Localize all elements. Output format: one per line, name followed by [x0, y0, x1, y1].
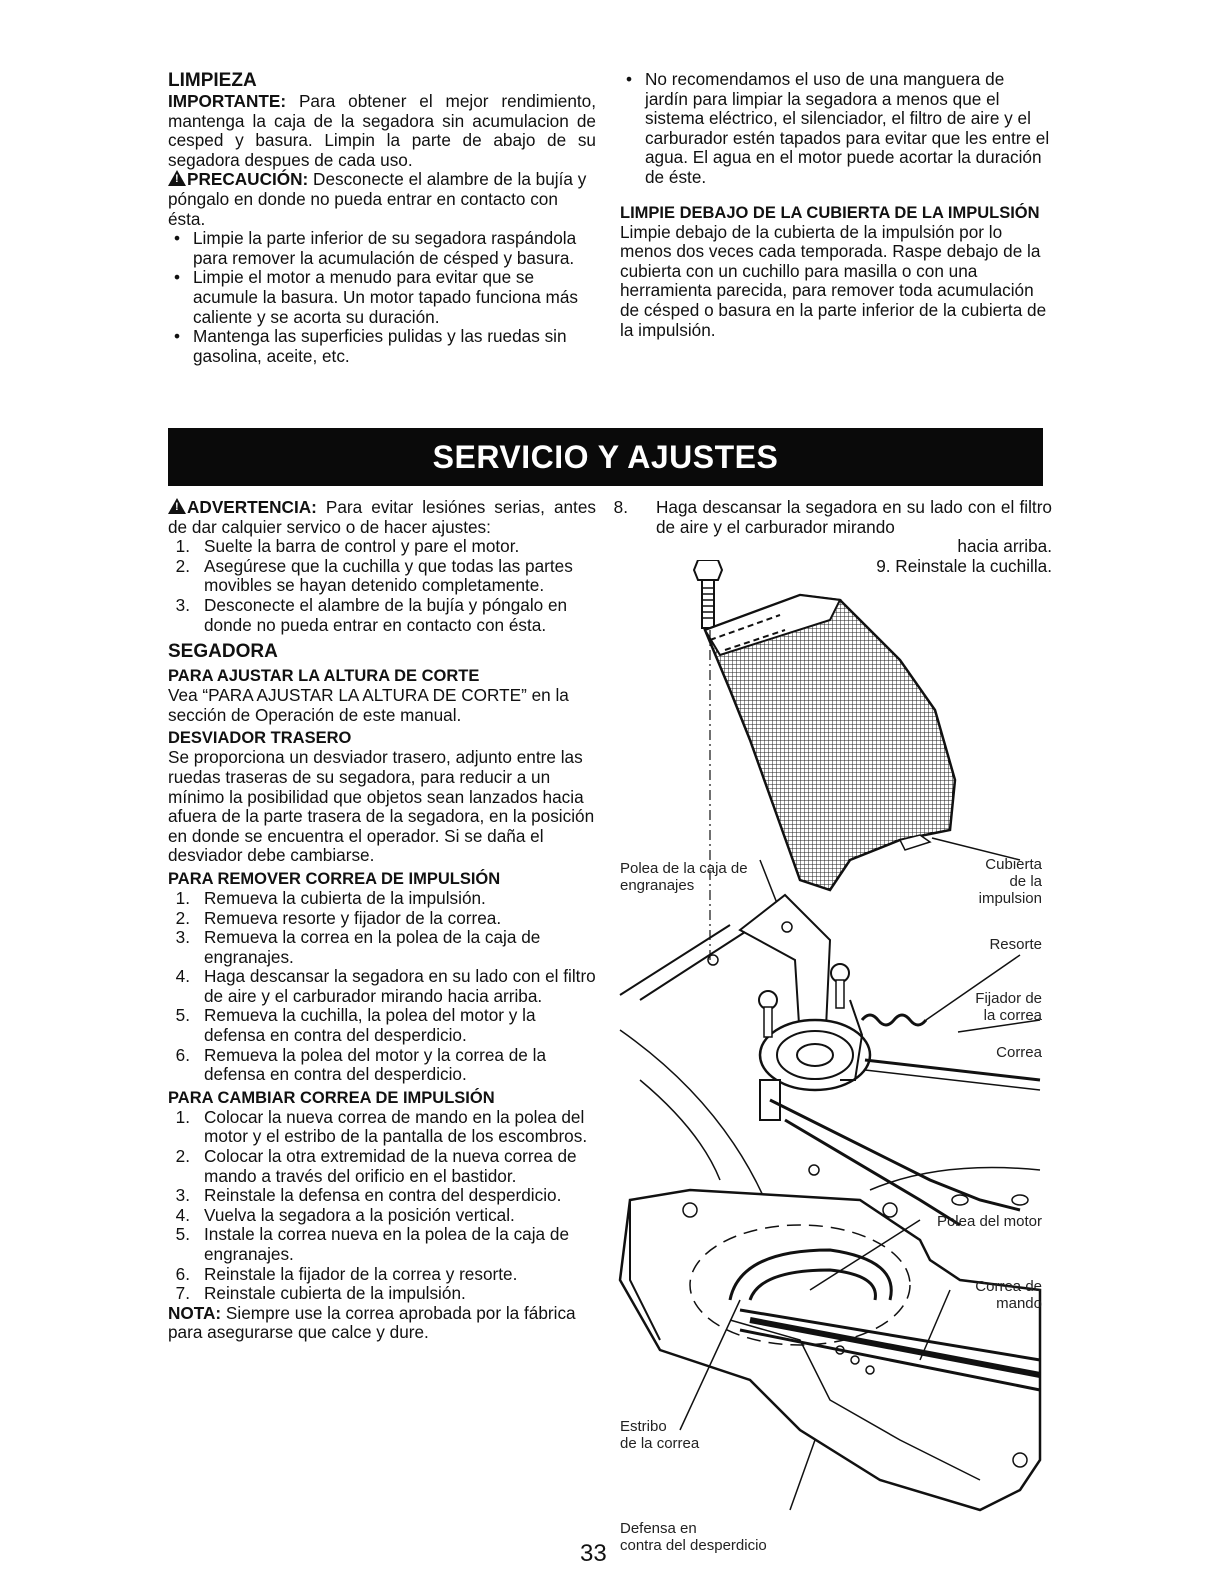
label-correa-mando: [940, 1278, 1042, 1312]
label-line: contra del desperdicio: [620, 1537, 767, 1554]
altura-text: Vea “PARA AJUSTAR LA ALTURA DE CORTE” en la sección de Operación de este manual.: [168, 685, 569, 725]
list-item: [168, 1206, 596, 1226]
step-text: Asegúrese que la cuchilla y que todas las partes movibles se hayan detenido completamente.: [204, 555, 573, 596]
desviador-text: Se proporciona un desviador trasero, adjunto entre las ruedas traseras de su segadora, para reducir a un mínimo la posibilidad que objetos sean lanzados hacia afuera de la parte trasera de la segadora, en la posición en donde se encuentra el operador. Si se daña el desviador debe cambiarse.: [168, 747, 595, 866]
importante-lead: IMPORTANTE:: [168, 91, 287, 111]
limpieza-continued: [620, 70, 1052, 340]
bolt-icon: [694, 560, 722, 628]
list-item: • No recomendamos el uso de una manguera de jardín para limpiar la segadora a menos que el sistema eléctrico, el silenciador, el filtro de aire y el carburador estén tapados para evitar que les entre el agua. El agua en el motor puede acortar la duración de éste.: [620, 70, 1052, 188]
step-text: Remueva la correa en la polea de la caja de engranajes.: [204, 927, 541, 967]
step-text: Haga descansar la segadora en su lado con el filtro de aire y el carburador mirando hacia arriba.: [204, 966, 596, 1006]
label-fijador: [940, 990, 1042, 1024]
list-item: [168, 1006, 596, 1045]
warning-icon: [168, 498, 186, 514]
cambiar-steps: [168, 1108, 596, 1304]
list-item: [168, 1186, 596, 1206]
label-line: engranajes: [620, 877, 695, 894]
step-text: Suelte la barra de control y pare el motor.: [204, 536, 520, 557]
list-item: [168, 967, 596, 1006]
label-correa: Correa: [996, 1044, 1042, 1061]
label-line: mando: [996, 1295, 1042, 1312]
label-defensa: [620, 1520, 767, 1554]
step-text: Colocar la nueva correa de mando en la polea del motor y el estribo de la pantalla de los escombros.: [204, 1106, 588, 1147]
list-item: [168, 1147, 596, 1186]
list-item: [168, 596, 596, 635]
step-number: 2.: [175, 907, 190, 928]
label-line: Fijador de: [975, 990, 1042, 1007]
label-line: Correa de: [975, 1278, 1042, 1295]
label-polea-caja: [620, 860, 748, 894]
reinstall-steps: [613, 497, 1052, 537]
step-number: 7.: [175, 1283, 190, 1304]
label-resorte: Resorte: [989, 936, 1042, 953]
altura-title: PARA AJUSTAR LA ALTURA DE CORTE: [168, 667, 480, 686]
list-item: [168, 1046, 596, 1085]
step-text: Colocar la otra extremidad de la nueva correa de mando a través del orificio en el bastidor.: [204, 1146, 577, 1186]
remover-steps: [168, 889, 596, 1085]
step-text: Haga descansar la segadora en su lado con el filtro de aire y el carburador mirando: [656, 497, 1052, 537]
step-number: 3.: [175, 594, 190, 615]
advertencia-paragraph: [168, 498, 596, 537]
manguera-bullet: [620, 70, 1052, 188]
banner-title: SERVICIO Y AJUSTES: [432, 438, 779, 475]
precaucion-lead: PRECAUCIÓN:: [187, 169, 309, 190]
segadora-title: SEGADORA: [168, 641, 278, 663]
label-line: de la correa: [620, 1435, 700, 1452]
label-line: de la: [1009, 873, 1042, 890]
list-item: [613, 497, 1052, 537]
limpie-title: LIMPIE DEBAJO DE LA CUBIERTA DE LA IMPULSIÓN: [620, 203, 1040, 222]
step-text: Vuelva la segadora a la posición vertical.: [204, 1204, 515, 1225]
step8-continued: hacia arriba.: [957, 536, 1052, 557]
drive-cover: [705, 595, 955, 890]
page-number: 33: [580, 1540, 607, 1567]
section-banner: [168, 428, 1043, 486]
label-line: Polea de la caja de: [620, 860, 748, 877]
debris-shield: [620, 1190, 1040, 1510]
advertencia-text: Para evitar lesiónes serias, antes de dar calquier servico o de hacer ajustes:: [168, 497, 596, 537]
step-text: Remueva la cuchilla, la polea del motor y la defensa en contra del desperdicio.: [204, 1005, 536, 1046]
list-item: [168, 1265, 596, 1285]
list-item: • Mantenga las superficies pulidas y las ruedas sin gasolina, aceite, etc.: [168, 327, 596, 366]
importante-paragraph: [168, 92, 596, 170]
step-text: Reinstale la fijador de la correa y resorte.: [204, 1263, 518, 1284]
label-polea-motor: Polea del motor: [936, 1213, 1042, 1230]
step-number: 2.: [175, 1146, 190, 1167]
label-cubierta: [940, 856, 1042, 907]
step-number: 5.: [175, 1005, 190, 1026]
step-number: 4.: [175, 1204, 190, 1225]
nota-paragraph: [168, 1304, 596, 1343]
servicio-left-column: [168, 498, 596, 1343]
importante-text: Para obtener el mejor rendimiento, mantenga la caja de la segadora sin acumulacion de cesped y basura. Limpin la parte de abajo de su segadora despues de cada uso.: [168, 91, 596, 170]
list-item: [168, 909, 596, 929]
cambiar-title: PARA CAMBIAR CORREA DE IMPULSIÓN: [168, 1088, 495, 1107]
precaucion-text: Desconecte el alambre de la bujía y póngalo en donde no pueda entrar en contacto con ésta.: [168, 169, 587, 229]
step-number: 1.: [175, 1106, 190, 1127]
list-item: • Limpie la parte inferior de su segadora raspándola para remover la acumulación de césped y basura.: [168, 229, 596, 268]
label-line: Estribo: [620, 1418, 667, 1435]
remover-title: PARA REMOVER CORREA DE IMPULSIÓN: [168, 869, 501, 888]
list-item: [168, 557, 596, 596]
desviador-title: DESVIADOR TRASERO: [168, 729, 352, 748]
limpieza-section: [168, 70, 596, 366]
list-item: [168, 1284, 596, 1304]
step9: 9. Reinstale la cuchilla.: [876, 555, 1052, 576]
label-line: Cubierta: [985, 856, 1042, 873]
label-line: la correa: [983, 1007, 1042, 1024]
list-item: [168, 889, 596, 909]
step-text: Remueva resorte y fijador de la correa.: [204, 907, 502, 928]
list-item: [168, 928, 596, 967]
limpieza-title: LIMPIEZA: [168, 70, 257, 91]
label-line: Defensa en: [620, 1520, 697, 1537]
label-line: impulsion: [978, 890, 1042, 907]
step-text: Remueva la polea del motor y la correa de la defensa en contra del desperdicio.: [204, 1044, 547, 1085]
step-number: 5.: [175, 1224, 190, 1245]
label-estribo: [620, 1418, 699, 1452]
step-number: 2.: [175, 555, 190, 576]
step-number: 1.: [175, 887, 190, 908]
step-number: 4.: [175, 966, 190, 987]
list-item: [168, 537, 596, 557]
step-text: Reinstale cubierta de la impulsión.: [204, 1283, 466, 1304]
list-item: [168, 1225, 596, 1264]
step-number: 3.: [175, 927, 190, 948]
list-item: [168, 1108, 596, 1147]
limpieza-bullets: [168, 229, 596, 366]
step-number: 6.: [175, 1044, 190, 1065]
nota-lead: NOTA:: [168, 1302, 222, 1323]
list-item: • Limpie el motor a menudo para evitar que se acumule la basura. Un motor tapado funciona más caliente y se acorta su duración.: [168, 268, 596, 327]
limpie-text: Limpie debajo de la cubierta de la impulsión por lo menos dos veces cada temporada. Raspe debajo de la cubierta con un cuchillo para masilla o con una herramienta parecida, para remover toda acumulación de césped o basura en la parte inferior de la cubierta de la impulsión.: [620, 221, 1047, 340]
step-number: 1.: [175, 536, 190, 557]
belt-diagram: [600, 560, 1060, 1560]
precaucion-paragraph: [168, 170, 596, 229]
advertencia-lead: ADVERTENCIA:: [187, 497, 317, 517]
step-text: Desconecte el alambre de la bujía y póngalo en donde no pueda entrar en contacto con ésta.: [204, 594, 568, 635]
step-text: Reinstale la defensa en contra del desperdicio.: [204, 1185, 562, 1206]
advertencia-steps: [168, 537, 596, 635]
step-number: 6.: [175, 1263, 190, 1284]
step-number: 3.: [175, 1185, 190, 1206]
warning-icon: [168, 170, 186, 186]
nota-text: Siempre use la correa aprobada por la fábrica para asegurarse que calce y dure.: [168, 1302, 576, 1343]
step-text: Remueva la cubierta de la impulsión.: [204, 887, 486, 908]
step-number: 8.: [613, 497, 628, 517]
step-text: Instale la correa nueva en la polea de la caja de engranajes.: [204, 1224, 570, 1264]
